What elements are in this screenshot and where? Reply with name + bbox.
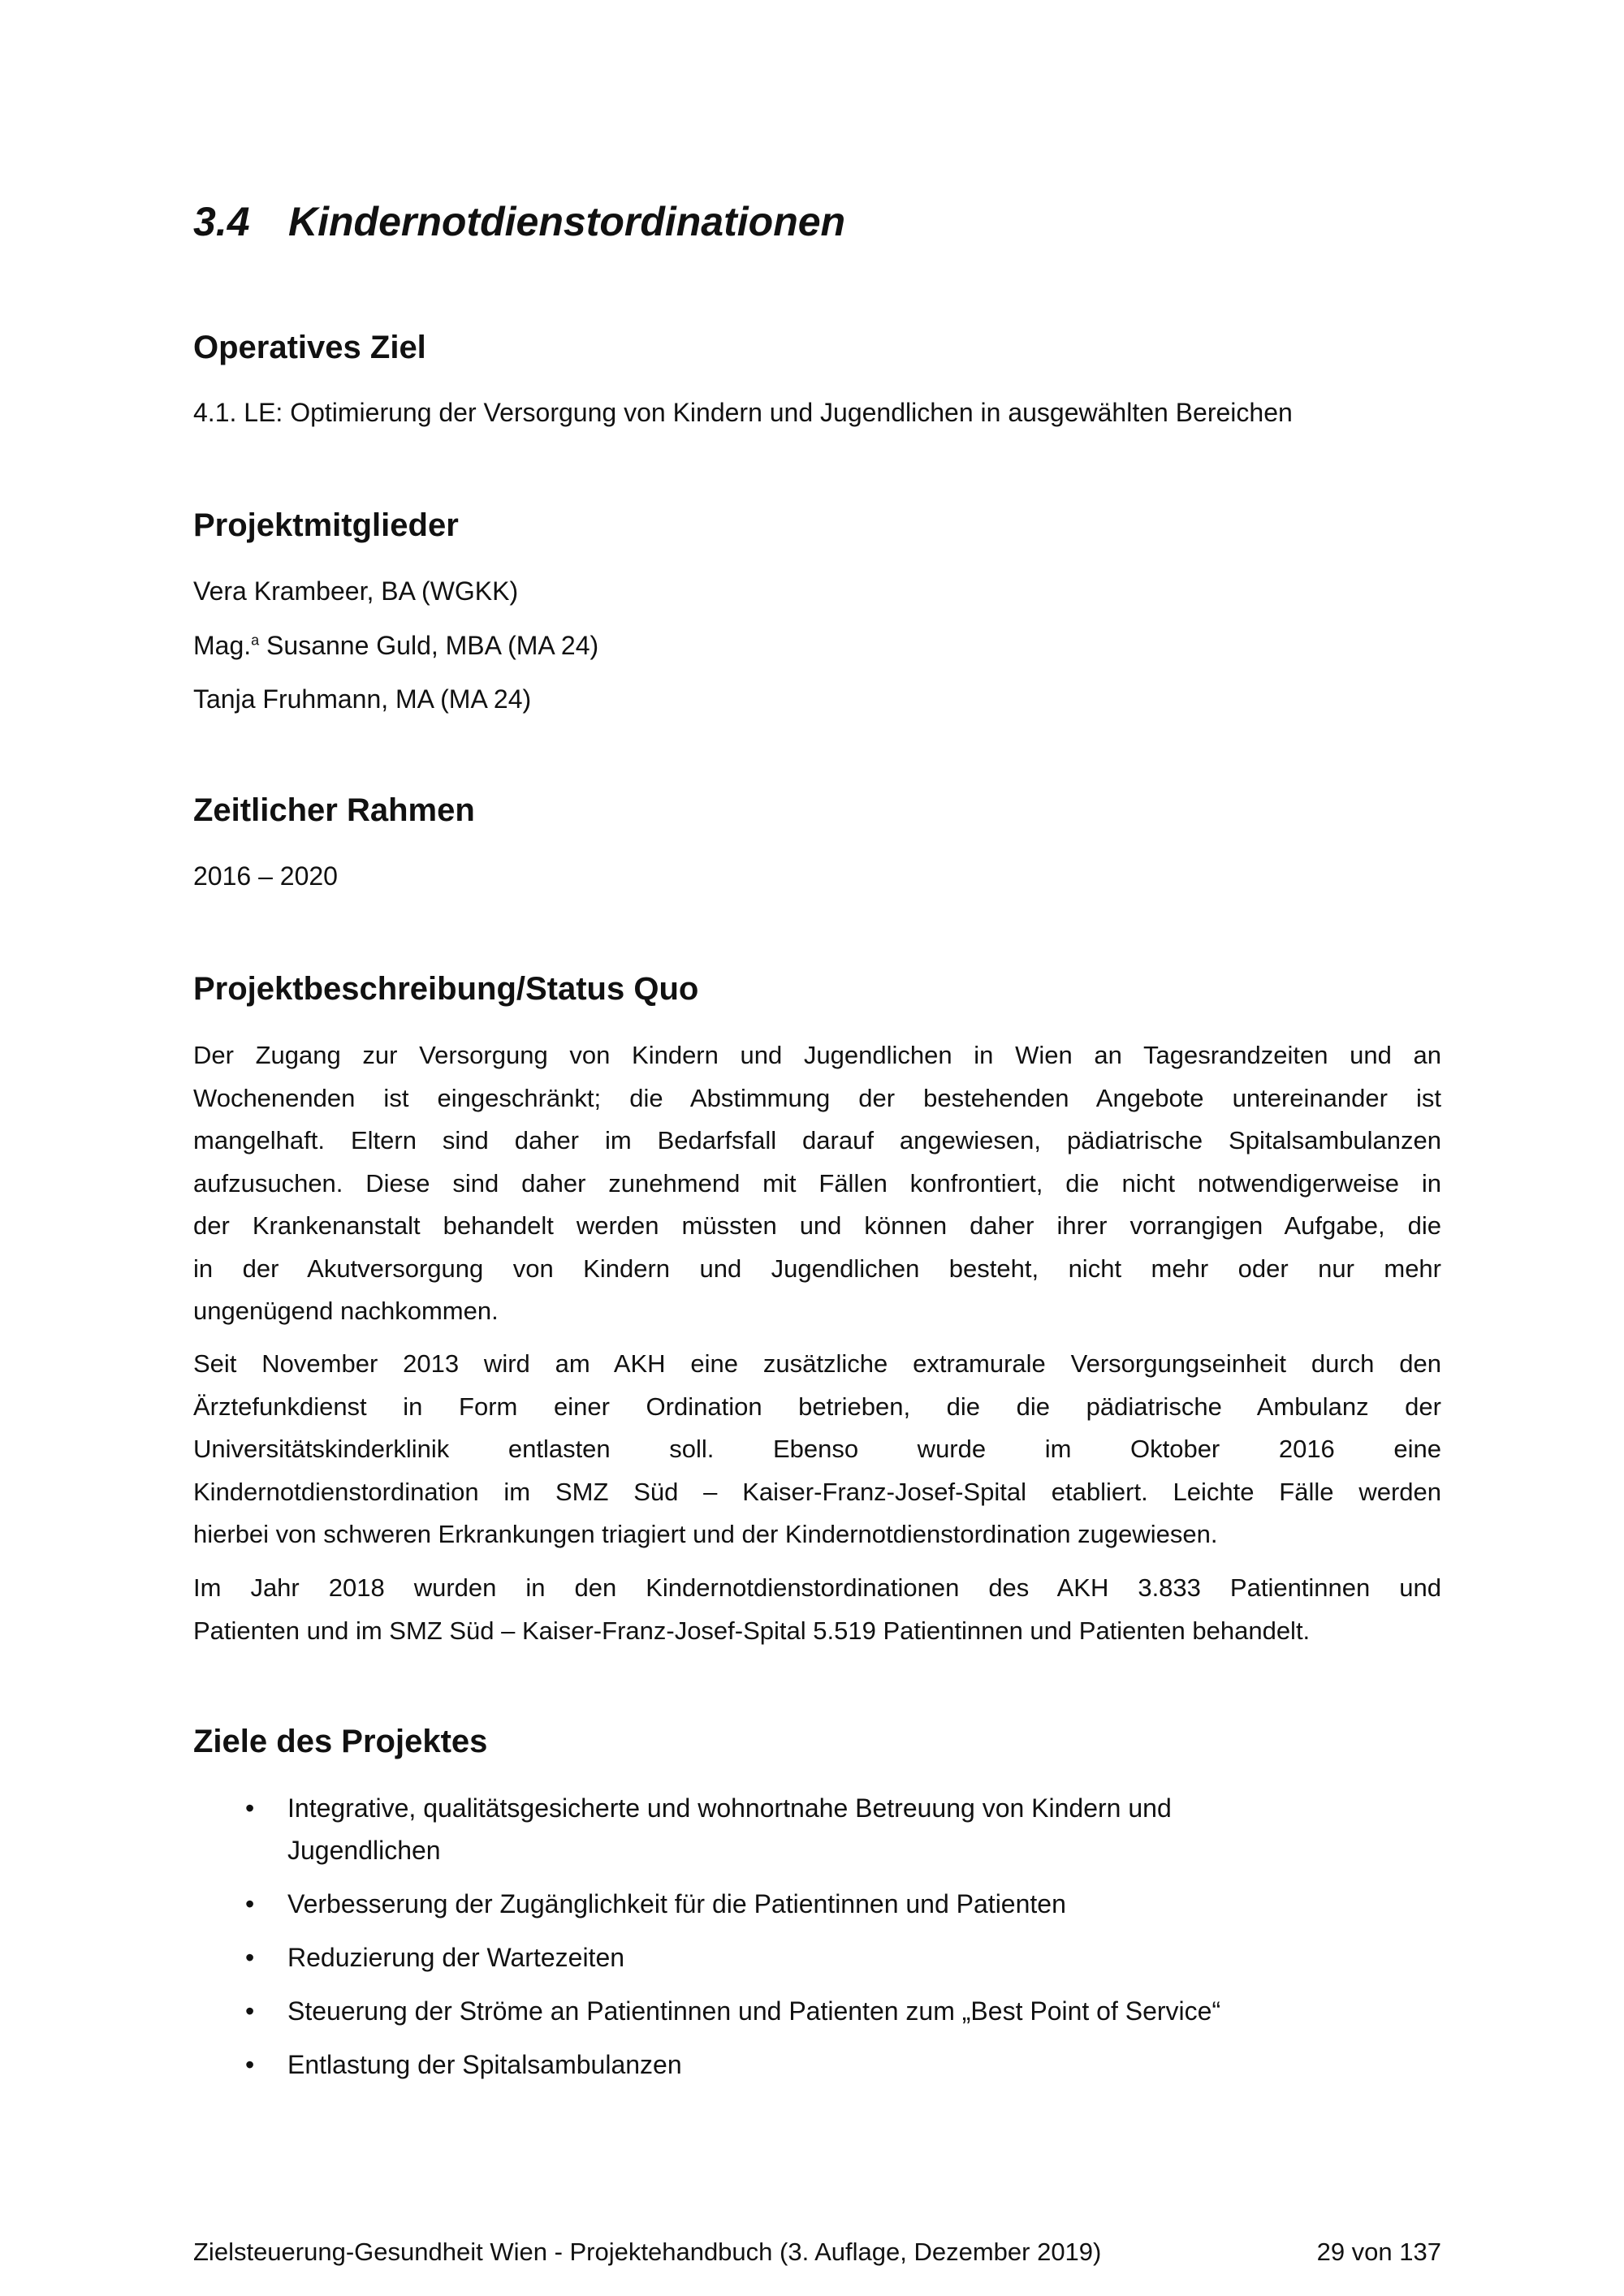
paragraph-3 [193, 1567, 1441, 1652]
page-number: 29 von 137 [1316, 2238, 1441, 2266]
list-item: • Entlastung der Spitalsambulanzen [245, 2050, 682, 2079]
paragraph-line: Wochenenden ist eingeschränkt; die Abstimmung der bestehenden Angebote untereinander ist [193, 1083, 1441, 1112]
paragraph-line: Kindernotdienstordination im SMZ Süd – Kaiser-Franz-Josef-Spital etabliert. Leichte Fälle werden [193, 1477, 1441, 1506]
member: Vera Krambeer, BA (WGKK) [193, 576, 519, 606]
paragraph-line: aufzusuchen. Diese sind daher zunehmend mit Fällen konfrontiert, die nicht notwendigerweise in [193, 1168, 1441, 1198]
section-number: 3.4 [193, 199, 250, 244]
paragraph-line: hierbei von schweren Erkrankungen triagiert und der Kindernotdienstordination zugewiesen. [193, 1520, 1218, 1548]
paragraph-line: Ärztefunkdienst in Form einer Ordination betrieben, die die pädiatrische Ambulanz der [193, 1392, 1441, 1421]
paragraph-line: der Krankenanstalt behandelt werden müssten und können daher ihrer vorrangigen Aufgabe, die [193, 1211, 1441, 1240]
list-item: • Steuerung der Ströme an Patientinnen und Patienten zum „Best Point of Service“ [245, 1996, 1221, 2026]
list-item: • Integrative, qualitätsgesicherte und wohnortnahe Betreuung von Kindern und Jugendlichen [245, 1793, 1172, 1865]
section-title [193, 198, 845, 245]
member: Tanja Fruhmann, MA (MA 24) [193, 684, 532, 714]
paragraph-2 [193, 1343, 1441, 1556]
operatives-ziel-text: 4.1. LE: Optimierung der Versorgung von Kindern und Jugendlichen in ausgewählten Bereichen [193, 398, 1293, 427]
list-item: • Reduzierung der Wartezeiten [245, 1943, 625, 1972]
paragraph-line: in der Akutversorgung von Kindern und Jugendlichen besteht, nicht mehr oder nur mehr [193, 1254, 1441, 1283]
footer-title: Zielsteuerung-Gesundheit Wien - Projektehandbuch (3. Auflage, Dezember 2019) [193, 2238, 1102, 2266]
ziele-list [193, 1787, 1330, 2086]
paragraph-line: Universitätskinderklinik entlasten soll. Ebenso wurde im Oktober 2016 eine [193, 1435, 1441, 1463]
paragraph-1 [193, 1034, 1441, 1333]
paragraph-line: mangelhaft. Eltern sind daher im Bedarfsfall darauf angewiesen, pädiatrische Spitalsambulanzen [193, 1126, 1441, 1154]
paragraph-line: Patienten und im SMZ Süd – Kaiser-Franz-Josef-Spital 5.519 Patientinnen und Patienten behandelt. [193, 1616, 1311, 1645]
paragraph-line: Im Jahr 2018 wurden in den Kindernotdienstordinationen des AKH 3.833 Patientinnen und [193, 1573, 1441, 1602]
heading-operatives-ziel: Operatives Ziel [193, 330, 426, 365]
section-title-text: Kindernotdienstordinationen [288, 199, 846, 244]
paragraph-line: Seit November 2013 wird am AKH eine zusätzliche extramurale Versorgungseinheit durch den [193, 1349, 1441, 1378]
paragraph-line: ungenügend nachkommen. [193, 1297, 499, 1325]
heading-zeitlicher-rahmen: Zeitlicher Rahmen [193, 792, 475, 828]
member: Mag.$^a$ Susanne Guld, MBA (MA 24) [193, 631, 599, 660]
list-item: • Verbesserung der Zugänglichkeit für die Patientinnen und Patienten [245, 1889, 1066, 1918]
zeitraum-text: 2016 – 2020 [193, 861, 338, 891]
heading-projektbeschreibung: Projektbeschreibung/Status Quo [193, 971, 699, 1007]
heading-projektmitglieder: Projektmitglieder [193, 507, 459, 543]
paragraph-line: Der Zugang zur Versorgung von Kindern und Jugendlichen in Wien an Tagesrandzeiten und an [193, 1041, 1441, 1069]
heading-ziele: Ziele des Projektes [193, 1724, 488, 1759]
